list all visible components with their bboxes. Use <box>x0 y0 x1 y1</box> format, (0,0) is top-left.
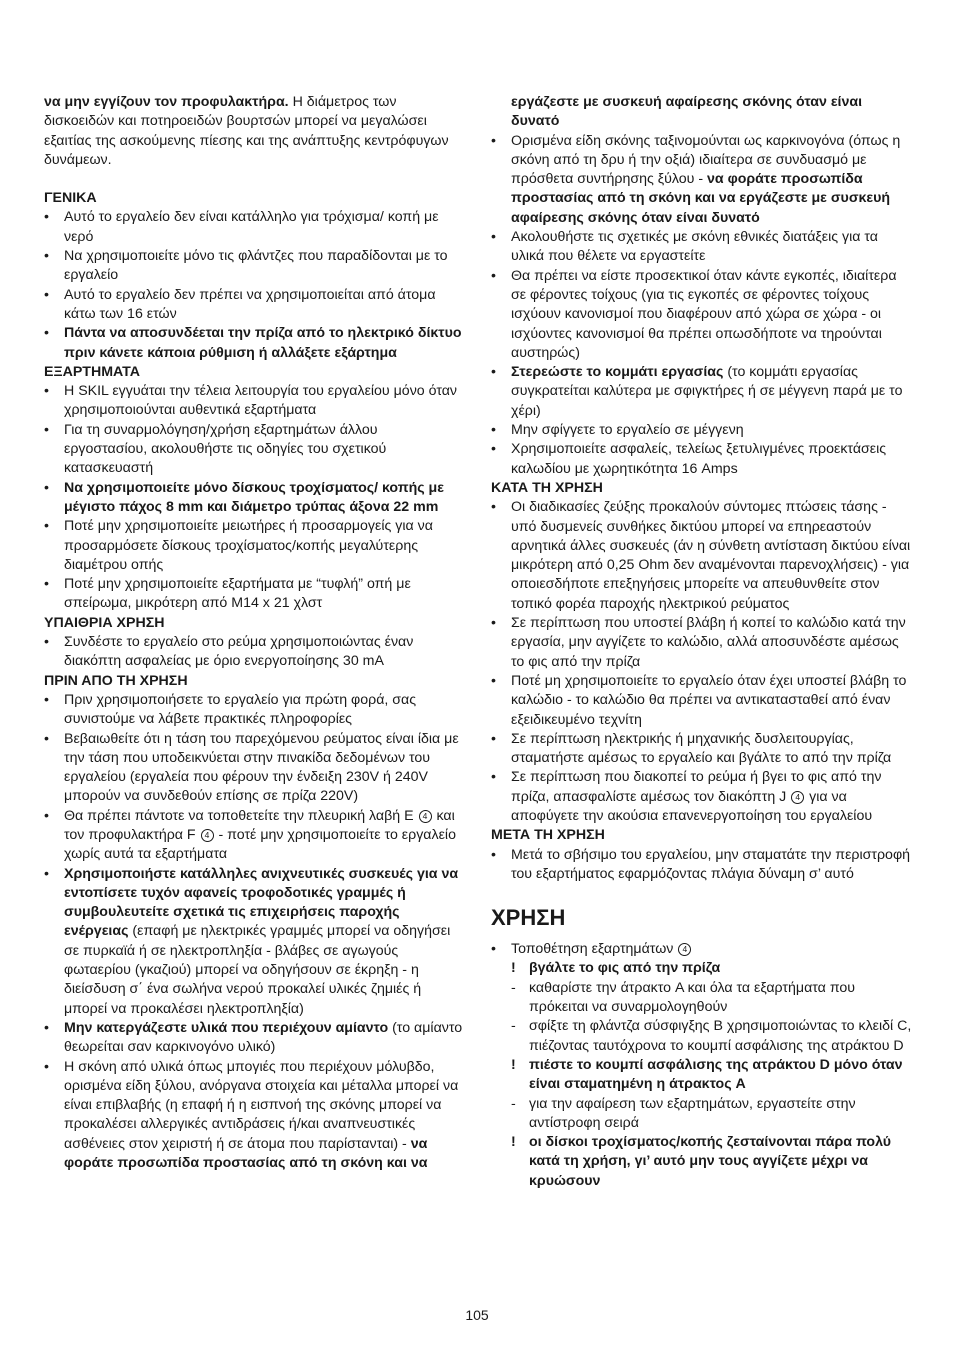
section-heading-during-use: ΚΑΤΑ ΤΗ ΧΡΗΣΗ <box>491 479 603 496</box>
section-heading-before-use: ΠΡΙΝ ΑΠΟ ΤΗ ΧΡΗΣΗ <box>44 672 188 689</box>
list-item: • Σε περίπτωση που διακοπεί το ρεύμα ή βγει το φις από την πρίζα, απασφαλίστε αμέσως τον διακόπτη J 4 για να αποφύγετε την ακούσια επανενεργοποίηση του εργαλείου <box>491 768 913 826</box>
usage-list <box>491 940 913 959</box>
after-use-list <box>491 846 913 885</box>
general-list <box>44 208 464 362</box>
list-item: • Συνδέστε το εργαλείο στο ρεύμα χρησιμοποιώντας έναν διακόπτη ασφαλείας με όριο ενεργοποίησης 30 mA <box>44 633 464 672</box>
list-item: • Πάντα να αποσυνδέεται την πρίζα από το ηλεκτρικό δίκτυο πριν κάνετε κάποια ρύθμιση ή αλλάξετε εξάρτημα <box>44 324 464 363</box>
section-title-usage: ΧΡΗΣΗ <box>491 905 566 931</box>
list-item: • Πριν χρησιμοποιήσετε το εργαλείο για πρώτη φορά, σας συνιστούμε να λάβετε πρακτικές πληροφορίες <box>44 691 464 730</box>
list-item: • Οι διαδικασίες ζεύξης προκαλούν σύντομες πτώσεις τάσης - υπό δυσμενείς συνθήκες δικτύου μπορεί να επηρεαστούν αρνητικά άλλες συσκευές (άν η σύνθετη αντίσταση δικτύου είναι μικρότερη από 0,25 Ohm δεν αναμένονται παρενοχλήσεις) - για οποιεσδήποτε επεξηγήσεις μπορείτε να απευθυνθείτε στον τοπικό φορέα παροχής ηλεκτρικού ρεύματος <box>491 498 913 614</box>
usage-steps <box>491 959 913 1191</box>
section-heading-general: ΓΕΝΙΚΑ <box>44 190 97 207</box>
list-item: • Ποτέ μην χρησιμοποιείτε εξαρτήματα με “τυφλή” οπή με σπείρωμα, μικρότερη από M14 x 21 χλστ <box>44 575 464 614</box>
warning-item: ! πιέστε το κουμπί ασφάλισης της ατράκτου D μόνο όταν είναι σταματημένη η άτρακτος A <box>511 1056 913 1095</box>
page-number: 105 <box>465 1307 489 1323</box>
intro-text: Η διάμετρος των δισκοειδών και ποτηροειδών βουρτσών μπορεί να μεγαλώσει εξαιτίας της ασκούμενης πίεσης και της ανάπτυξης κεντρόφυγων δυνάμεων. <box>44 94 449 168</box>
left-column <box>44 93 464 1173</box>
section-heading-after-use: ΜΕΤΑ ΤΗ ΧΡΗΣΗ <box>491 827 605 844</box>
list-item: • Μετά το σβήσιμο του εργαλείου, μην σταματάτε την περιστροφή του εξαρτήματος εφαρμόζοντας πλάγια δύναμη σ’ αυτό <box>491 846 913 885</box>
list-item: • Να χρησιμοποιείτε μόνο τις φλάντζες που παραδίδονται με το εργαλείο <box>44 247 464 286</box>
list-item: • Για τη συναρμολόγηση/χρήση εξαρτημάτων άλλου εργοστασίου, ακολουθήστε τις οδηγίες του σχετικού κατασκευαστή <box>44 421 464 479</box>
figure-ref-icon: 4 <box>678 943 691 956</box>
warning-item: ! βγάλτε το φις από την πρίζα <box>511 959 913 978</box>
list-item: • Ορισμένα είδη σκόνης ταξινομούνται ως καρκινογόνα (όπως η σκόνη από τη δρυ ή την οξιά) ιδιαίτερα σε συνδυασμό με πρόσθετα συντήρησης ξύλου - να φοράτε προσωπίδα προστασίας από τη σκόνη και να εργάζεστε με συσκευή αφαίρεσης σκόνης όταν είναι δυνατό <box>491 132 913 228</box>
list-item: • Αυτό το εργαλείο δεν είναι κατάλληλο για τρόχισμα/ κοπή με νερό <box>44 208 464 247</box>
before-use-list <box>44 691 464 1173</box>
figure-ref-icon: 4 <box>419 810 432 823</box>
outdoor-list <box>44 633 464 672</box>
list-item: • Τοποθέτηση εξαρτημάτων 4 <box>491 940 913 959</box>
list-item: • Ακολουθήστε τις σχετικές με σκόνη εθνικές διατάξεις για τα υλικά που θέλετε να εργαστείτε <box>491 228 913 267</box>
list-item: • Θα πρέπει να είστε προσεκτικοί όταν κάντε εγκοπές, ιδιαίτερα σε φέροντες τοίχους (για τις εγκοπές σε φέροντες τοίχους ισχύουν κανονισμοί που διαφέρουν από χώρα σε χώρα - οι ισχύοντες κανονισμοί θα πρέπει οπωσδήποτε να τηρούνται αυστηρώς) <box>491 267 913 363</box>
list-item: • Μην κατεργάζεστε υλικά που περιέχουν αμίαντο (το αμίαντο θεωρείται σαν καρκινογόνο υλικό) <box>44 1019 464 1058</box>
intro-bold: να μην εγγίζουν τον προφυλακτήρα. <box>44 94 289 110</box>
list-item: • Χρησιμοποιήστε κατάλληλες ανιχνευτικές συσκευές για να εντοπίσετε τυχόν αφανείς τροφοδοτικές γραμμές ή συμβουλευτείτε σχετικά τις επιχειρήσεις παροχής ενέργειας (επαφή με ηλεκτρικές γραμμές μπορεί να οδηγήσει σε πυρκαϊά ή σε ηλεκτροπληξία - βλάβες σε αγωγούς φωταερίου (γκαζιού) μπορεί να οδηγήσουν σε έκρηξη - η διείσδυση σ΄ ένα σωλήνα νερού προκαλεί υλικές ζημιές ή μπορεί να προκαλέσει ηλεκτροπληξία) <box>44 865 464 1019</box>
continued-text: εργάζεστε με συσκευή αφαίρεσης σκόνης όταν είναι δυνατό <box>511 94 863 130</box>
list-item: • Σε περίπτωση ηλεκτρικής ή μηχανικής δυσλειτουργίας, σταματήστε αμέσως το εργαλείο και βγάλτε το από την πρίζα <box>491 730 913 769</box>
during-use-list <box>491 498 913 826</box>
warning-item: ! οι δίσκοι τροχίσματος/κοπής ζεσταίνονται πάρα πολύ κατά τη χρήση, γι’ αυτό μην τους αγγίζετε μέχρι να κρυώσουν <box>511 1133 913 1191</box>
list-item: • Σε περίπτωση που υποστεί βλάβη ή κοπεί το καλώδιο κατά την εργασία, μην αγγίζετε το καλώδιο, αλλά αποσυνδέστε αμέσως το φις από την πρίζα <box>491 614 913 672</box>
list-item: • Αυτό το εργαλείο δεν πρέπει να χρησιμοποιείται από άτομα κάτω των 16 ετών <box>44 286 464 325</box>
list-item: • Ποτέ μη χρησιμοποιείτε το εργαλείο όταν έχει υποστεί βλάβη το καλώδιο - το καλώδιο θα πρέπει να αντικατασταθεί από έναν εξειδικευμένο τεχνίτη <box>491 672 913 730</box>
step-item: - σφίξτε τη φλάντζα σύσφιγξης B χρησιμοποιώντας το κλειδί C, πιέζοντας ταυτόχρονα το κουμπί ασφάλισης της ατράκτου D <box>511 1017 913 1056</box>
accessories-list <box>44 382 464 614</box>
step-item: - για την αφαίρεση των εξαρτημάτων, εργαστείτε στην αντίστροφη σειρά <box>511 1095 913 1134</box>
list-item: • Να χρησιμοποιείτε μόνο δίσκους τροχίσματος/ κοπής με μέγιστο πάχος 8 mm και διάμετρο τρύπας άξονα 22 mm <box>44 479 464 518</box>
list-item: • Θα πρέπει πάντοτε να τοποθετείτε την πλευρική λαβή E 4 και τον προφυλακτήρα F 4 - ποτέ μην χρησιμοποιείτε το εργαλείο χωρίς αυτά τα εξαρτήματα <box>44 807 464 865</box>
figure-ref-icon: 4 <box>201 829 214 842</box>
list-item: • Η SKIL εγγυάται την τέλεια λειτουργία του εργαλείου μόνο όταν χρησιμοποιούνται αυθεντικά εξαρτήματα <box>44 382 464 421</box>
section-heading-accessories: ΕΞΑΡΤΗΜΑΤΑ <box>44 363 140 380</box>
step-item: - καθαρίστε την άτρακτο A και όλα τα εξαρτήματα που πρόκειται να συναρμολογηθούν <box>511 979 913 1018</box>
list-item: • Βεβαιωθείτε ότι η τάση του παρεχόμενου ρεύματος είναι ίδια με την τάση που υποδεικνύεται στην πινακίδα δεδομένων του εργαλείου (εργαλεία που φέρουν την ένδειξη 230V ή 240V μπορούν να συνδεθούν επίσης σε πρίζα 220V) <box>44 730 464 807</box>
figure-ref-icon: 4 <box>791 791 804 804</box>
list-item: • Ποτέ μην χρησιμοποιείτε μειωτήρες ή προσαρμογείς για να προσαρμόσετε δίσκους τροχίσματος/κοπής μεγαλύτερης διαμέτρου οπής <box>44 517 464 575</box>
list-item: • Στερεώστε το κομμάτι εργασίας (το κομμάτι εργασίας συγκρατείται καλύτερα με σφιγκτήρες ή σε μέγγενη παρά με το χέρι) <box>491 363 913 421</box>
list-item: • Μην σφίγγετε το εργαλείο σε μέγγενη <box>491 421 913 440</box>
list-item: • Χρησιμοποιείτε ασφαλείς, τελείως ξετυλιγμένες προεκτάσεις καλωδίου με χωρητικότητα 16 Amps <box>491 440 913 479</box>
intro-paragraph <box>44 93 464 170</box>
list-item: • Η σκόνη από υλικά όπως μπογιές που περιέχουν μόλυβδο, ορισμένα είδη ξύλου, ανόργανα στοιχεία και μέταλλα μπορεί να είναι επιβλαβής (η επαφή ή η εισπνοή της σκόνης μπορεί να προκαλέσει αλλεργικές αντιδράσεις ή/και αναπνευστικές ασθένειες στον χειριστή ή σε άτομα που παρίστανται) - να φοράτε προσωπίδα προστασίας από τη σκόνη και να <box>44 1058 464 1174</box>
section-heading-outdoor: ΥΠΑΙΘΡΙΑ ΧΡΗΣΗ <box>44 614 165 631</box>
dust-list <box>491 132 913 479</box>
right-column <box>491 93 913 1191</box>
